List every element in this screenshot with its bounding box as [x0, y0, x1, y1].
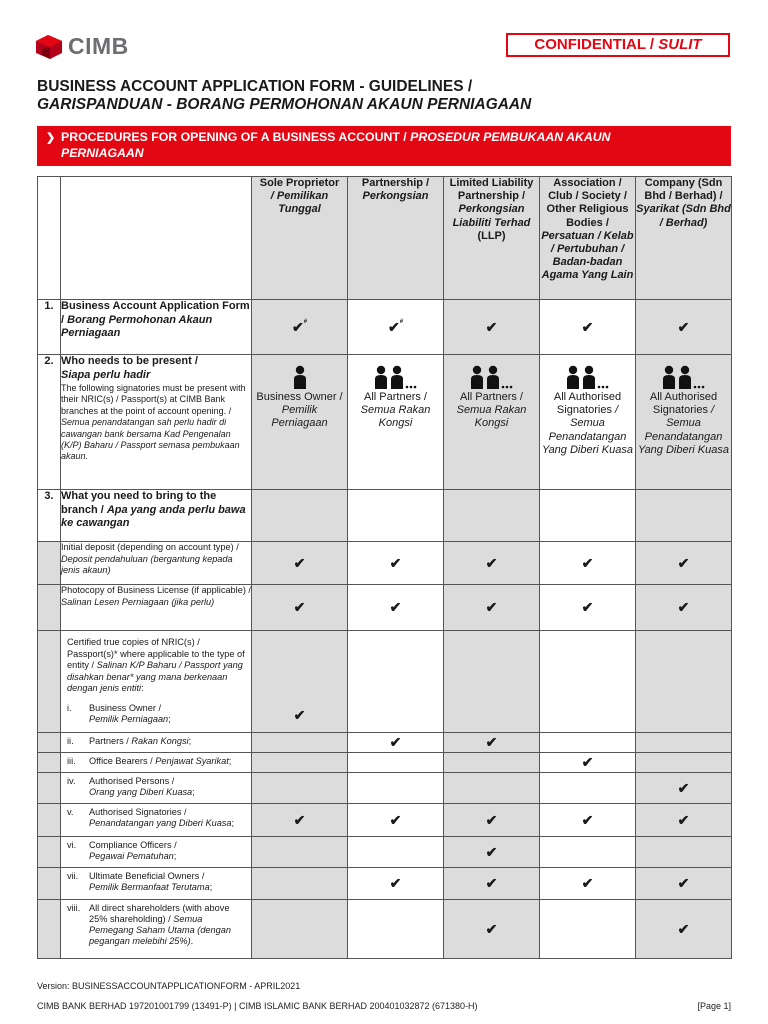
check-mark: ✔: [444, 804, 540, 837]
col-company: Company (Sdn Bhd / Berhad) / Syarikat (Sdn Bhd / Berhad): [636, 177, 732, 300]
check-mark: ✔: [444, 868, 540, 900]
item-deposit: Initial deposit (depending on account type) / Deposit pendahuluan (bergantung kepada jenis akaun): [61, 542, 252, 585]
header-row: [38, 177, 732, 300]
check-mark: ✔: [444, 837, 540, 868]
row-number: 3.: [38, 490, 61, 542]
group-icon: [566, 365, 610, 389]
check-mark: ✔: [540, 868, 636, 900]
presence-note: The following signatories must be present with their NRIC(s) / Passport(s) at CIMB Bank branches at the point of account opening. / Semua penandatangan sah perlu hadir di cawangan bank bersama Kad Pengenalan (K/P) Baharu / Passport semasa pembukaan akaun.: [61, 383, 246, 462]
requirements-table: [37, 176, 732, 959]
check-mark: ✔: [444, 733, 540, 753]
banner-line-1: [61, 130, 721, 146]
check-mark: ✔: [636, 773, 732, 804]
check-mark: ✔: [348, 868, 444, 900]
group-icon: [662, 365, 706, 389]
sub-item: viii. All direct shareholders (with above 25% shareholding) / Semua Pemegang Saham Utama (dengan pegangan melebihi 25%).: [61, 900, 252, 959]
row-label: Business Account Application Form / Borang Permohonan Akaun Perniagaan: [61, 300, 252, 355]
sub-item: iii. Office Bearers / Penjawat Syarikat;: [61, 753, 252, 773]
row-direct-shareholders: [38, 900, 732, 959]
check-mark: ✔: [636, 804, 732, 837]
sub-item: iv. Authorised Persons / Orang yang Diberi Kuasa;: [61, 773, 252, 804]
row-beneficial-owners: [38, 868, 732, 900]
group-icon: [470, 365, 514, 389]
check-mark: ✔: [636, 868, 732, 900]
page-number: [Page 1]: [697, 1001, 731, 1011]
sub-item: v. Authorised Signatories / Penandatangan yang Diberi Kuasa;: [61, 804, 252, 837]
title-ms: GARISPANDUAN - BORANG PERMOHONAN AKAUN PERNIAGAAN: [37, 96, 532, 113]
cimb-logo: [36, 33, 129, 60]
title-en: BUSINESS ACCOUNT APPLICATION FORM - GUIDELINES /: [37, 78, 473, 95]
section-banner: [37, 126, 731, 166]
row-application-form: [38, 300, 732, 355]
person-icon: [293, 365, 307, 389]
row-number: 2.: [38, 355, 61, 490]
confidential-badge: [506, 33, 730, 57]
check-mark: ✔: [540, 753, 636, 773]
row-what-to-bring: [38, 490, 732, 542]
check-mark: ✔: [636, 585, 732, 631]
check-mark: ✔: [540, 300, 636, 355]
col-association: Association / Club / Society / Other Religious Bodies / Persatuan / Kelab / Pertubuhan / Badan-badan Agama Yang Lain: [540, 177, 636, 300]
logo-text: CIMB: [68, 33, 129, 59]
banner-text-ms-1: PROSEDUR PEMBUKAAN AKAUN: [410, 130, 611, 144]
check-mark: ✔: [636, 900, 732, 959]
row-office-bearers: [38, 753, 732, 773]
row-license: [38, 585, 732, 631]
page-title: [37, 78, 531, 114]
row-nric: [38, 631, 732, 733]
row-partners: [38, 733, 732, 753]
row-compliance-officers: [38, 837, 732, 868]
check-mark: ✔#: [348, 300, 444, 355]
sub-item: vii. Ultimate Beneficial Owners / Pemilik Bermanfaat Terutama;: [61, 868, 252, 900]
company-registration: CIMB BANK BERHAD 197201001799 (13491-P) | CIMB ISLAMIC BANK BERHAD 200401032872 (671380-H): [37, 1001, 478, 1011]
check-mark: ✔: [252, 631, 348, 733]
sub-item: ii. Partners / Rakan Kongsi;: [61, 733, 252, 753]
presence-llp: All Partners / Semua Rakan Kongsi: [444, 355, 540, 490]
check-mark: ✔: [348, 733, 444, 753]
presence-association: All Authorised Signatories / Semua Penandatangan Yang Diberi Kuasa: [540, 355, 636, 490]
row-label: What you need to bring to the branch / Apa yang anda perlu bawa ke cawangan: [61, 490, 252, 542]
cimb-logo-icon: [36, 35, 62, 59]
banner-text-en: PROCEDURES FOR OPENING OF A BUSINESS ACCOUNT /: [61, 130, 411, 144]
confidential-label: CONFIDENTIAL /: [534, 36, 659, 53]
check-mark: ✔: [540, 585, 636, 631]
header-empty-desc: [61, 177, 252, 300]
col-llp: Limited Liability Partnership / Perkongsian Liabiliti Terhad (LLP): [444, 177, 540, 300]
confidential-label-ms: SULIT: [658, 36, 702, 53]
version-text: Version: BUSINESSACCOUNTAPPLICATIONFORM - APRIL2021: [37, 981, 301, 991]
check-mark: ✔: [540, 542, 636, 585]
check-mark: ✔: [348, 542, 444, 585]
check-mark: ✔: [444, 300, 540, 355]
check-mark: ✔: [636, 300, 732, 355]
check-mark: ✔: [252, 585, 348, 631]
check-mark: ✔: [252, 804, 348, 837]
row-authorised-signatories: [38, 804, 732, 837]
row-deposit: [38, 542, 732, 585]
presence-partnership: All Partners / Semua Rakan Kongsi: [348, 355, 444, 490]
row-who-present: [38, 355, 732, 490]
sub-item: i. Business Owner / Pemilik Perniagaan;: [67, 702, 171, 724]
item-license: Photocopy of Business License (if applicable) / Salinan Lesen Perniagaan (jika perlu): [61, 585, 252, 631]
check-mark: ✔: [636, 542, 732, 585]
presence-company: All Authorised Signatories / Semua Penandatangan Yang Diberi Kuasa: [636, 355, 732, 490]
check-mark: ✔: [444, 900, 540, 959]
sub-item: vi. Compliance Officers / Pegawai Pematuhan;: [61, 837, 252, 868]
row-label: Who needs to be present / Siapa perlu hadir The following signatories must be present with their NRIC(s) / Passport(s) at CIMB Bank branches at the point of account opening. / Semua penandatangan sah perlu hadir di cawangan bank bersama Kad Pengenalan (K/P) Baharu / Passport semasa pembukaan akaun.: [61, 355, 252, 490]
check-mark: ✔: [444, 585, 540, 631]
row-number: 1.: [38, 300, 61, 355]
check-mark: ✔: [540, 804, 636, 837]
banner-text-ms-2: PERNIAGAAN: [61, 145, 144, 160]
banner-line-2: [61, 146, 721, 162]
check-mark: ✔: [348, 585, 444, 631]
check-mark: ✔: [444, 542, 540, 585]
presence-sole: Business Owner / Pemilik Perniagaan: [252, 355, 348, 490]
row-authorised-persons: [38, 773, 732, 804]
check-mark: ✔: [252, 542, 348, 585]
col-partnership: Partnership / Perkongsian: [348, 177, 444, 300]
banner-arrow-icon: ❯: [46, 132, 56, 144]
check-mark: ✔#: [252, 300, 348, 355]
item-nric: Certified true copies of NRIC(s) / Passport(s)* where applicable to the type of entity / Salinan K/P Baharu / Passport yang disahkan benar* yang mana berkenaan dengan jenis entiti: i. Business Owner / Pemilik Perniagaan;: [61, 631, 252, 733]
col-sole-proprietor: Sole Proprietor / Pemilikan Tunggal: [252, 177, 348, 300]
group-icon: [374, 365, 418, 389]
header-empty-num: [38, 177, 61, 300]
check-mark: ✔: [348, 804, 444, 837]
